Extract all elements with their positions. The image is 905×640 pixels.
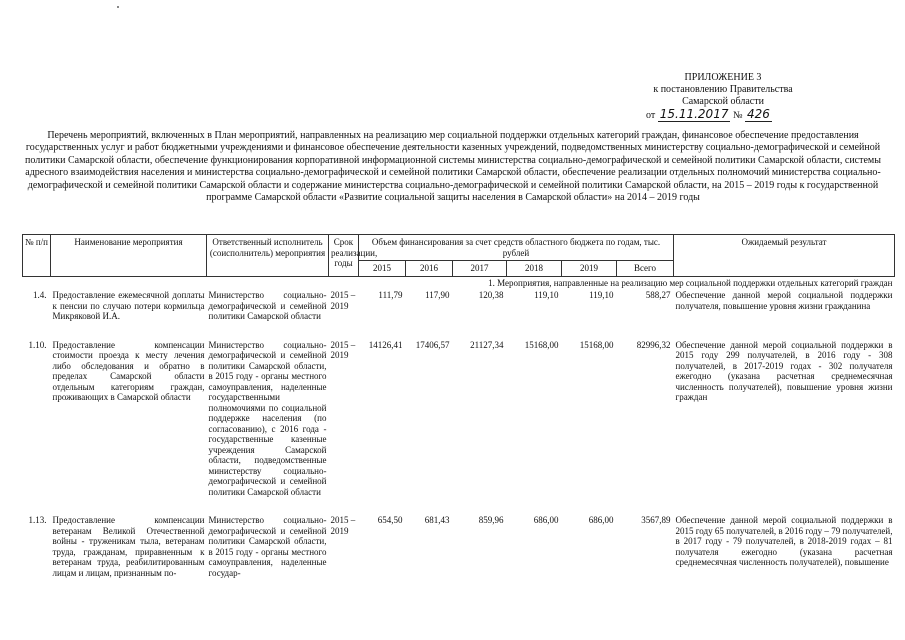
header-no: № п/п bbox=[23, 235, 51, 277]
value-2017: 859,96 bbox=[478, 515, 504, 525]
appendix-label: ПРИЛОЖЕНИЕ 3 bbox=[684, 72, 762, 83]
section-row bbox=[23, 276, 895, 289]
value-total: 3567,89 bbox=[641, 515, 671, 525]
number-prefix: № bbox=[732, 110, 743, 121]
header-executor: Ответственный исполнитель (соисполнитель) мероприятия bbox=[207, 235, 329, 277]
value-2018: 686,00 bbox=[533, 515, 559, 525]
table-header-row bbox=[23, 235, 895, 261]
value-2015: 654,50 bbox=[377, 515, 403, 525]
value-2017: 21127,34 bbox=[470, 339, 504, 350]
measure-name: Предоставление ежемесячной доплаты к пенсии по случаю потери кормильца Микряковой И.А. bbox=[52, 290, 205, 321]
date-prefix: от bbox=[646, 110, 656, 121]
table-row bbox=[23, 514, 895, 579]
table-row bbox=[23, 289, 895, 323]
header-result: Ожидаемый результат bbox=[674, 235, 895, 277]
measure-executor: Министерство социально-демографической и семейной политики Самарской области bbox=[208, 290, 327, 321]
measure-executor: Министерство социально-демографической и семейной политики Самарской области, в 2015 году - органы местного самоуправления, наделенные государ- bbox=[208, 515, 327, 578]
header-funding: Объем финансирования за счет средств областного бюджета по годам, тыс. рублей bbox=[359, 235, 674, 261]
table-row bbox=[23, 339, 895, 499]
measure-result: Обеспечение данной мерой социальной поддержки получателя, повышение уровня жизни гражданина bbox=[675, 290, 893, 311]
measure-result: Обеспечение данной мерой социальной поддержки в 2015 году 299 получателей, в 2016 году - 308 получателей, в 2017-2019 годах - 302 получателя ежегодно (указана расчетная среднемесячная численность получателей), повышение уровня жизни граждан bbox=[675, 339, 893, 402]
handwritten-number: 426 bbox=[747, 107, 770, 121]
measures-table bbox=[22, 234, 895, 579]
header-year: 2017 bbox=[453, 261, 507, 277]
row-spacer bbox=[23, 498, 895, 514]
value-2019: 15168,00 bbox=[579, 339, 614, 350]
value-2015: 14126,41 bbox=[368, 339, 403, 350]
header-year: 2016 bbox=[406, 261, 453, 277]
spacer-cell bbox=[23, 498, 895, 514]
measure-result: Обеспечение данной мерой социальной поддержки в 2015 году 65 получателей, в 2016 году – 79 получателей, в 2017 году - 79 получателей, в 2018-2019 годах – 81 получателя ежегодно (указана расчетная среднемесячная численность получателей), повышение bbox=[675, 515, 893, 567]
value-2016: 117,90 bbox=[425, 290, 450, 300]
measure-executor: Министерство социально-демографической и семейной политики Самарской области, в 2015 году - органы местного самоуправления, наделенные государственными полномочиями по социальной поддержке населения (по согласованию), с 2016 года - государственные казенные учреждения Самарской области, подведомственные министерству социально-демографической и семейной политики Самарской области bbox=[208, 339, 327, 497]
measure-name: Предоставление компенсации ветеранам Великой Отечественной войны - труженикам тыла, ветеранам труда, гражданам, приравненным к ветеранам труда, реабилитированным лицам и лицам, признанным по- bbox=[52, 515, 205, 578]
measure-term: 2015 – 2019 bbox=[330, 290, 356, 311]
row-spacer bbox=[23, 323, 895, 339]
row-number: 1.10. bbox=[28, 339, 47, 350]
measure-term: 2015 – 2019 bbox=[330, 515, 356, 536]
header-term: Срок реализации, годы bbox=[329, 235, 359, 277]
scan-dot bbox=[117, 6, 119, 8]
appendix-resolution: к постановлению Правительства bbox=[653, 84, 793, 95]
appendix-region: Самарской области bbox=[682, 96, 764, 107]
row-number: 1.4. bbox=[33, 290, 47, 300]
spacer-cell bbox=[23, 323, 895, 339]
value-2019: 686,00 bbox=[588, 515, 614, 525]
value-2015: 111,79 bbox=[378, 290, 403, 300]
appendix-date-line bbox=[628, 108, 818, 122]
header-total: Всего bbox=[617, 261, 674, 277]
handwritten-date: 15.11.2017 bbox=[659, 107, 729, 121]
measure-name: Предоставление компенсации стоимости проезда к месту лечения либо обследования и обратно в пределах Самарской области отдельным категориям граждан, проживающих в Самарской области bbox=[52, 339, 205, 402]
value-2016: 17406,57 bbox=[415, 339, 450, 350]
appendix-header bbox=[628, 72, 818, 122]
section-title: 1. Мероприятия, направленные на реализацию мер социальной поддержки отдельных категорий граждан bbox=[488, 277, 893, 288]
value-total: 82996,32 bbox=[636, 339, 671, 350]
value-2017: 120,38 bbox=[478, 290, 504, 300]
value-2016: 681,43 bbox=[424, 515, 450, 525]
measure-term: 2015 – 2019 bbox=[330, 339, 356, 360]
value-2019: 119,10 bbox=[589, 290, 614, 300]
value-total: 588,27 bbox=[645, 290, 671, 300]
header-name: Наименование мероприятия bbox=[51, 235, 207, 277]
value-2018: 119,10 bbox=[534, 290, 559, 300]
header-year: 2019 bbox=[562, 261, 617, 277]
row-number: 1.13. bbox=[28, 515, 47, 525]
document-title: Перечень мероприятий, включенных в План мероприятий, направленных на реализацию мер социальной поддержки отдельных категорий граждан, финансовое обеспечение предоставления государственных услуг и работ бюджетными учреждениями и финансовое обеспечение деятельности казенных учреждений, подведомственных министерству социально-демографической и семейной политики Самарской области, обеспечение функционирования корпоративной информационной системы министерства социально-демографической и семейной политики Самарской области, системы адресного взаимодействия населения и министерства социально-демографической и семейной политики Самарской области, обеспечение реализации отдельных полномочий министерства социально-демографической и семейной политики Самарской области и содержание министерства социально-демографической и семейной политики Самарской области, на 2015 – 2019 годы к государственной программе Самарской области «Развитие социальной защиты населения в Самарской области» на 2014 – 2019 годы bbox=[25, 130, 881, 204]
header-year: 2018 bbox=[507, 261, 562, 277]
value-2018: 15168,00 bbox=[524, 339, 559, 350]
header-year: 2015 bbox=[359, 261, 406, 277]
